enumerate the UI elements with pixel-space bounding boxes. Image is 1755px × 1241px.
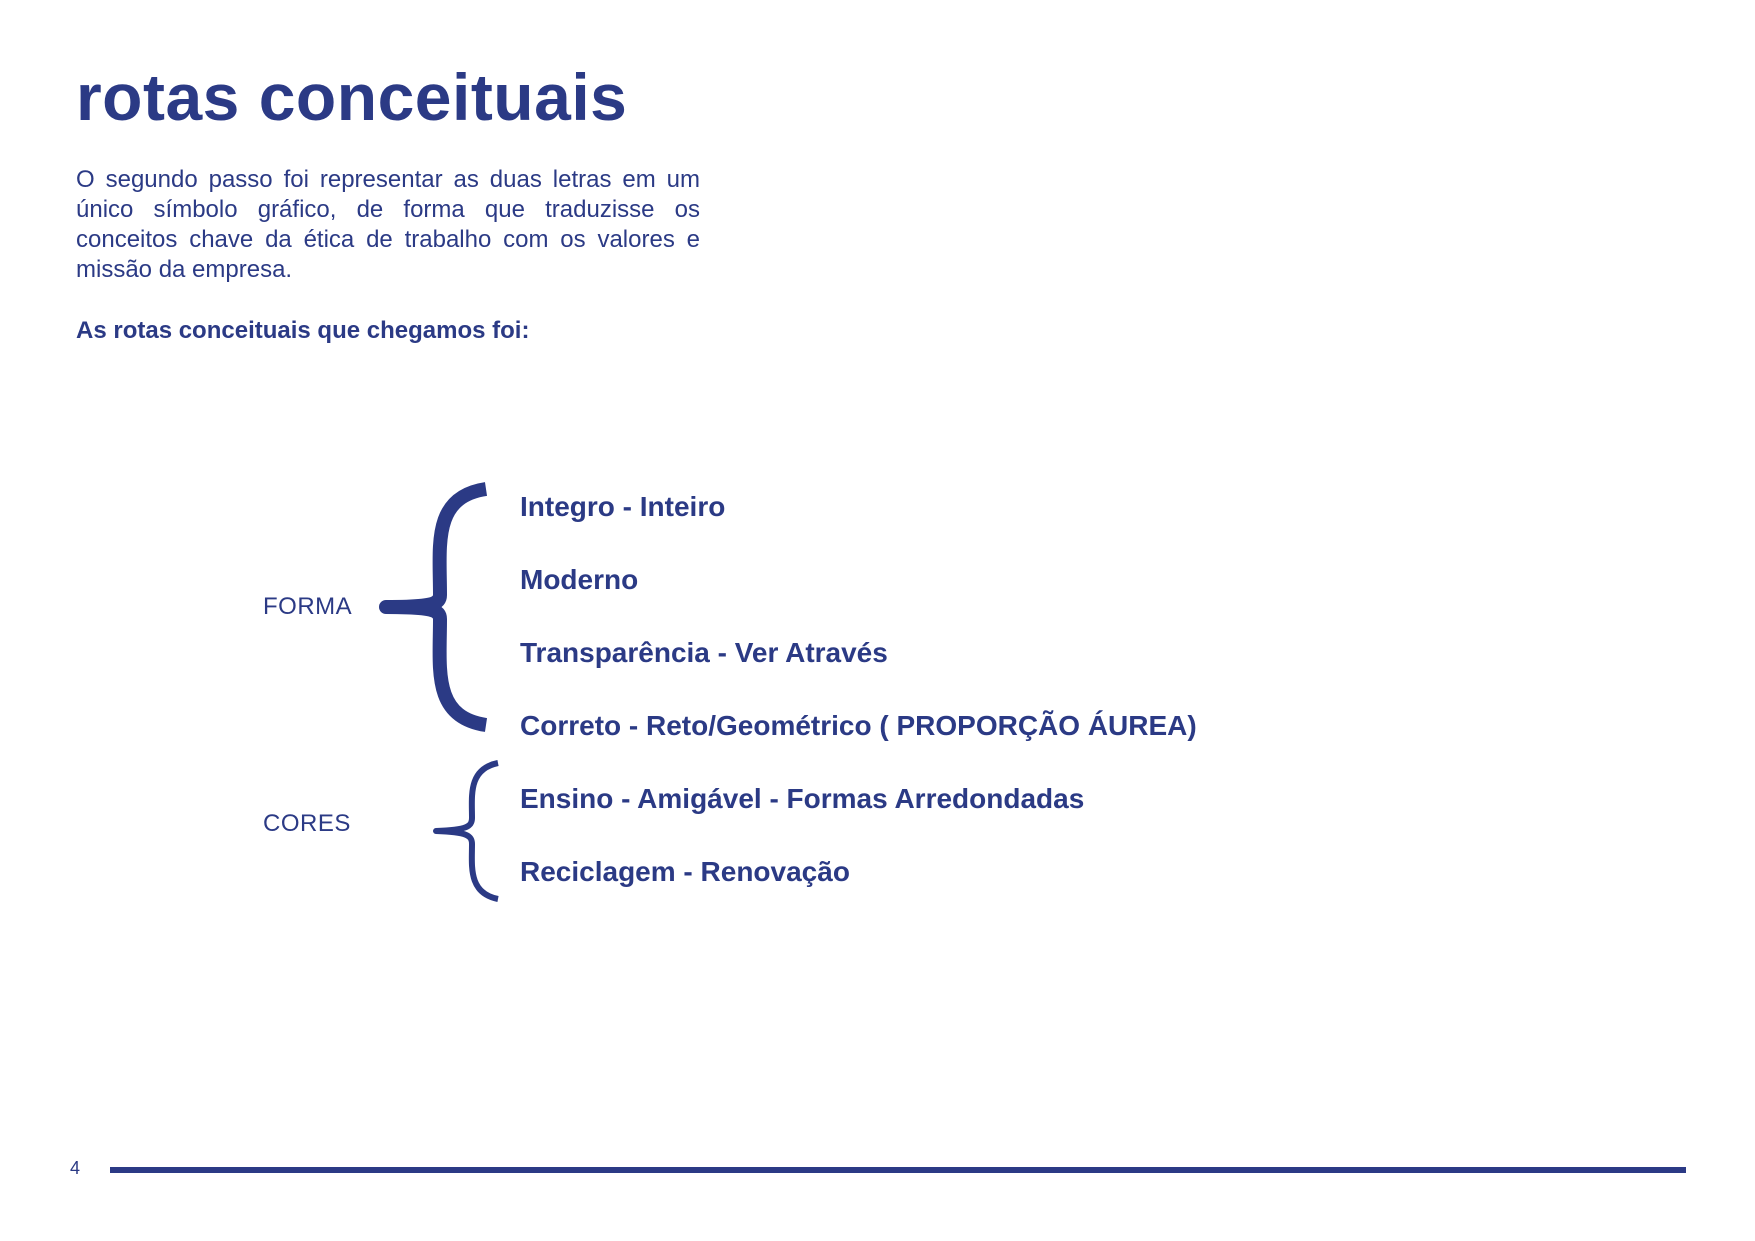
forma-item-4: Correto - Reto/Geométrico ( PROPORÇÃO ÁUREA) [520, 710, 1197, 741]
group-label-forma: FORMA [263, 593, 353, 620]
page-number: 4 [70, 1158, 81, 1178]
brace-forma-icon [380, 485, 490, 730]
forma-item-3: Transparência - Ver Através [520, 637, 888, 668]
brace-cores-icon [432, 760, 502, 902]
page-title: rotas conceituais [76, 60, 628, 134]
cores-item-2: Reciclagem - Renovação [520, 856, 850, 887]
cores-item-1: Ensino - Amigável - Formas Arredondadas [520, 783, 1085, 814]
group-label-cores: CORES [263, 810, 351, 837]
footer-divider [110, 1167, 1686, 1173]
forma-item-1: Integro - Inteiro [520, 491, 726, 522]
forma-item-2: Moderno [520, 564, 639, 595]
intro-paragraph: O segundo passo foi representar as duas letras em um único símbolo gráfico, de forma que traduzisse os conceitos chave da ética de trabalho com os valores e missão da empresa. [76, 166, 700, 283]
routes-subheading: As rotas conceituais que chegamos foi: [76, 317, 530, 344]
